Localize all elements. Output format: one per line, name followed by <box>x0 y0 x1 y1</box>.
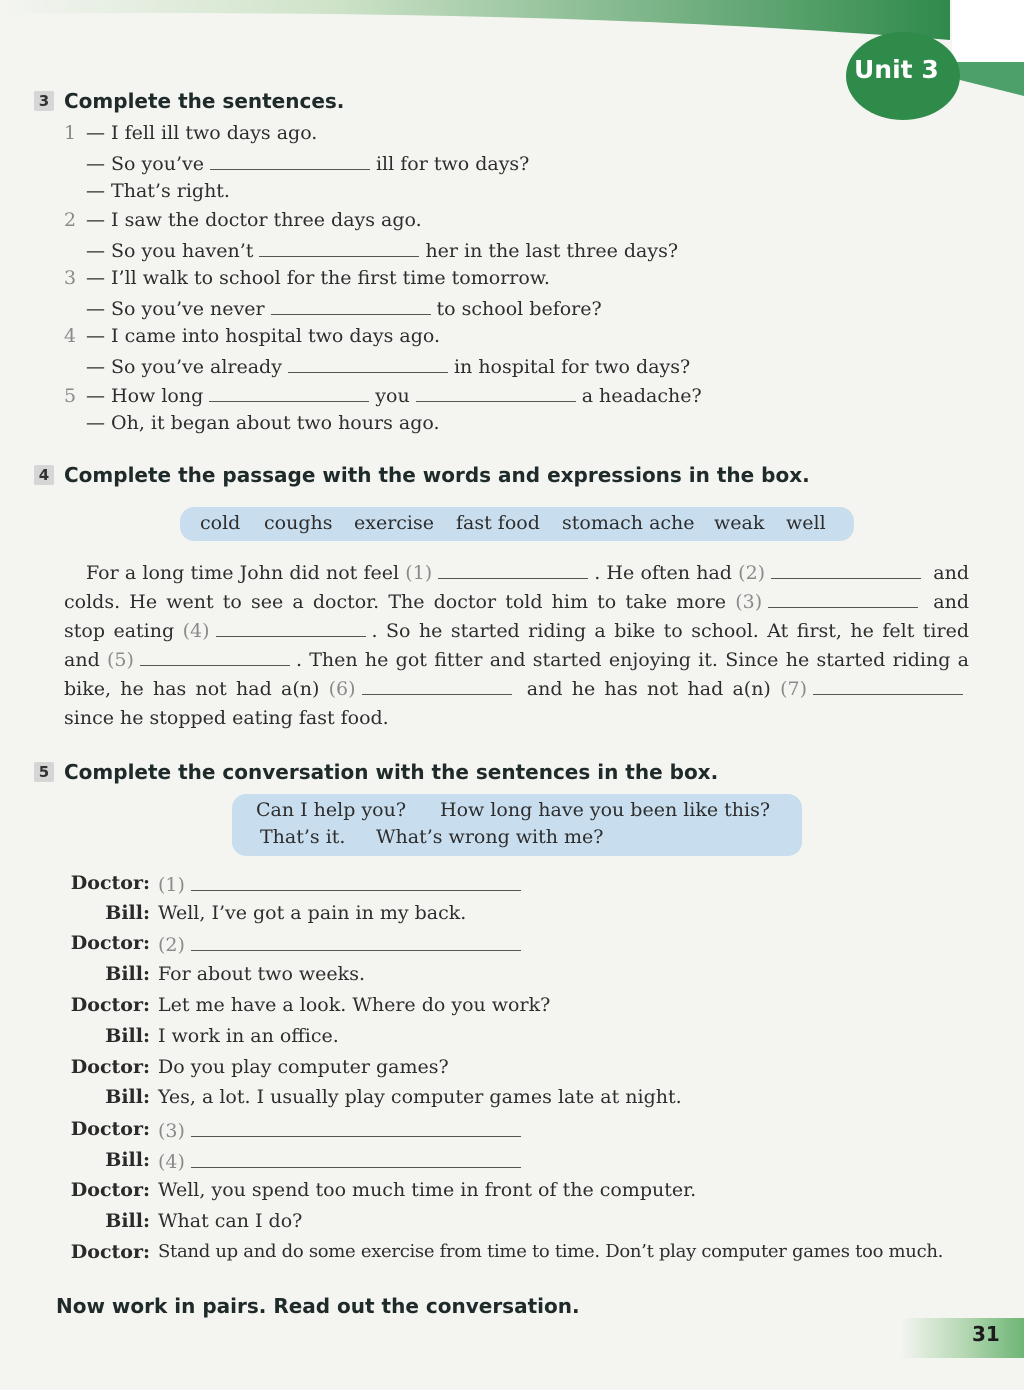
dialogue-line: Well, I’ve got a pain in my back. <box>158 902 467 924</box>
speaker-label: Doctor: <box>70 872 150 894</box>
answer-blank[interactable] <box>209 383 369 402</box>
word-box-item: stomach ache <box>562 512 695 534</box>
blank-number: (2) <box>158 934 185 956</box>
dialogue-line: For about two weeks. <box>158 963 365 985</box>
speaker-label: Bill: <box>105 1210 150 1232</box>
passage-text: For a long time John did not feel <box>86 562 400 584</box>
word-box <box>180 507 854 541</box>
line-text: — So you’ve never <box>86 298 265 320</box>
item-number: 3 <box>64 267 77 289</box>
passage-text: and he has not had a(n) <box>526 678 771 700</box>
sentence-box-item: That’s it. <box>260 826 346 848</box>
speaker-label: Doctor: <box>70 932 150 954</box>
item-number: 1 <box>64 122 77 144</box>
exercise-4-heading <box>34 463 810 487</box>
blank-number: (3) <box>735 591 763 613</box>
exercise-title: Complete the conversation with the sentences in the box. <box>64 760 719 784</box>
unit-badge: Unit 3 <box>846 32 960 120</box>
dialogue-line: Stand up and do some exercise from time to time. Don’t play computer games too much. <box>158 1241 944 1262</box>
answer-blank[interactable] <box>191 872 521 891</box>
item-number: 5 <box>64 385 77 407</box>
line-text: — Oh, it began about two hours ago. <box>86 412 440 434</box>
blank-number: (4) <box>158 1151 185 1173</box>
passage-text: . So he started riding a bike to school. At first, he felt tired and <box>64 620 969 671</box>
line-text: — So you’ve already <box>86 356 282 378</box>
dialogue-line <box>158 932 527 956</box>
item-number: 4 <box>64 325 77 347</box>
sentence-box <box>232 794 802 856</box>
ex3-line <box>86 238 678 262</box>
dialogue-line: Do you play computer games? <box>158 1056 449 1078</box>
blank-number: (1) <box>158 874 185 896</box>
passage-text: and colds. He went to see a doctor. The doctor told him to take more <box>64 562 970 613</box>
ex3-line <box>86 151 529 175</box>
word-box-item: well <box>786 512 826 534</box>
line-text: her in the last three days? <box>425 240 679 262</box>
ex3-line <box>64 383 702 407</box>
speaker-label: Bill: <box>105 902 150 924</box>
passage <box>64 559 969 733</box>
line-text: — That’s right. <box>86 180 230 202</box>
dialogue-line: Well, you spend too much time in front of the computer. <box>158 1179 697 1201</box>
sentence-box-item: Can I help you? <box>256 799 407 821</box>
ex3-line <box>64 325 440 347</box>
blank-number: (5) <box>107 649 134 671</box>
dialogue-line: Let me have a look. Where do you work? <box>158 994 551 1016</box>
exercise-number: 3 <box>34 91 54 111</box>
page-number: 31 <box>972 1322 1000 1346</box>
blank-number: (2) <box>738 562 766 584</box>
answer-blank[interactable] <box>813 676 963 695</box>
speaker-label: Bill: <box>105 1025 150 1047</box>
line-text: — How long <box>86 385 204 407</box>
blank-number: (6) <box>328 678 356 700</box>
ex3-line <box>86 412 440 434</box>
ex3-line <box>86 354 690 378</box>
passage-text: . Then he got fitter and started enjoying it. Since he started riding a bike, he has not had a(n) <box>64 649 969 700</box>
speaker-label: Bill: <box>105 1149 150 1171</box>
exercise-number: 4 <box>34 465 54 485</box>
ex3-line <box>64 209 422 231</box>
answer-blank[interactable] <box>288 354 448 373</box>
blank-number: (7) <box>780 678 808 700</box>
dialogue-line: What can I do? <box>158 1210 303 1232</box>
passage-text: . He often had <box>594 562 732 584</box>
answer-blank[interactable] <box>271 296 431 315</box>
exercise-number: 5 <box>34 762 54 782</box>
ex3-line <box>86 296 602 320</box>
answer-blank[interactable] <box>216 618 366 637</box>
sentence-box-item: What’s wrong with me? <box>376 826 604 848</box>
exercise-5-heading <box>34 760 718 784</box>
ex3-line <box>64 122 317 144</box>
line-text: you <box>375 385 410 407</box>
answer-blank[interactable] <box>210 151 370 170</box>
word-box-item: fast food <box>456 512 540 534</box>
line-text: — So you haven’t <box>86 240 254 262</box>
line-text: — I came into hospital two days ago. <box>86 325 441 347</box>
word-box-item: cold <box>200 512 241 534</box>
blank-number: (1) <box>405 562 433 584</box>
speaker-label: Doctor: <box>70 1241 150 1263</box>
passage-text: since he stopped eating fast food. <box>64 707 389 729</box>
answer-blank[interactable] <box>768 589 918 608</box>
word-box-item: weak <box>714 512 765 534</box>
speaker-label: Doctor: <box>70 1056 150 1078</box>
dialogue-line <box>158 1118 527 1142</box>
answer-blank[interactable] <box>259 238 419 257</box>
item-number: 2 <box>64 209 77 231</box>
line-text: ill for two days? <box>375 153 530 175</box>
blank-number: (3) <box>158 1120 185 1142</box>
ex3-line <box>86 180 230 202</box>
answer-blank[interactable] <box>438 560 588 579</box>
line-text: — I saw the doctor three days ago. <box>86 209 422 231</box>
exercise-title: Complete the passage with the words and expressions in the box. <box>64 463 810 487</box>
dialogue-line: I work in an office. <box>158 1025 339 1047</box>
line-text: — I fell ill two days ago. <box>86 122 318 144</box>
passage-text: and stop eating <box>64 591 969 642</box>
answer-blank[interactable] <box>416 383 576 402</box>
dialogue-line <box>158 872 527 896</box>
answer-blank[interactable] <box>191 1118 521 1137</box>
word-box-item: coughs <box>264 512 333 534</box>
line-text: a headache? <box>581 385 702 407</box>
speaker-label: Bill: <box>105 1086 150 1108</box>
speaker-label: Bill: <box>105 963 150 985</box>
speaker-label: Doctor: <box>70 1118 150 1140</box>
answer-blank[interactable] <box>140 647 290 666</box>
sentence-box-item: How long have you been like this? <box>440 799 771 821</box>
pair-work-instruction: Now work in pairs. Read out the conversation. <box>56 1294 580 1318</box>
dialogue-line: Yes, a lot. I usually play computer games late at night. <box>158 1086 682 1108</box>
line-text: — I’ll walk to school for the first time tomorrow. <box>86 267 550 289</box>
exercise-3-heading <box>34 89 344 113</box>
answer-blank[interactable] <box>191 1149 521 1168</box>
page-number-tab <box>900 1318 1024 1358</box>
answer-blank[interactable] <box>362 676 512 695</box>
word-box-item: exercise <box>354 512 434 534</box>
line-text: — So you’ve <box>86 153 204 175</box>
answer-blank[interactable] <box>771 560 921 579</box>
line-text: in hospital for two days? <box>453 356 691 378</box>
dialogue-line <box>158 1149 527 1173</box>
line-text: to school before? <box>436 298 602 320</box>
ex3-line <box>64 267 550 289</box>
answer-blank[interactable] <box>191 932 521 951</box>
speaker-label: Doctor: <box>70 1179 150 1201</box>
blank-number: (4) <box>182 620 210 642</box>
exercise-title: Complete the sentences. <box>64 89 345 113</box>
speaker-label: Doctor: <box>70 994 150 1016</box>
